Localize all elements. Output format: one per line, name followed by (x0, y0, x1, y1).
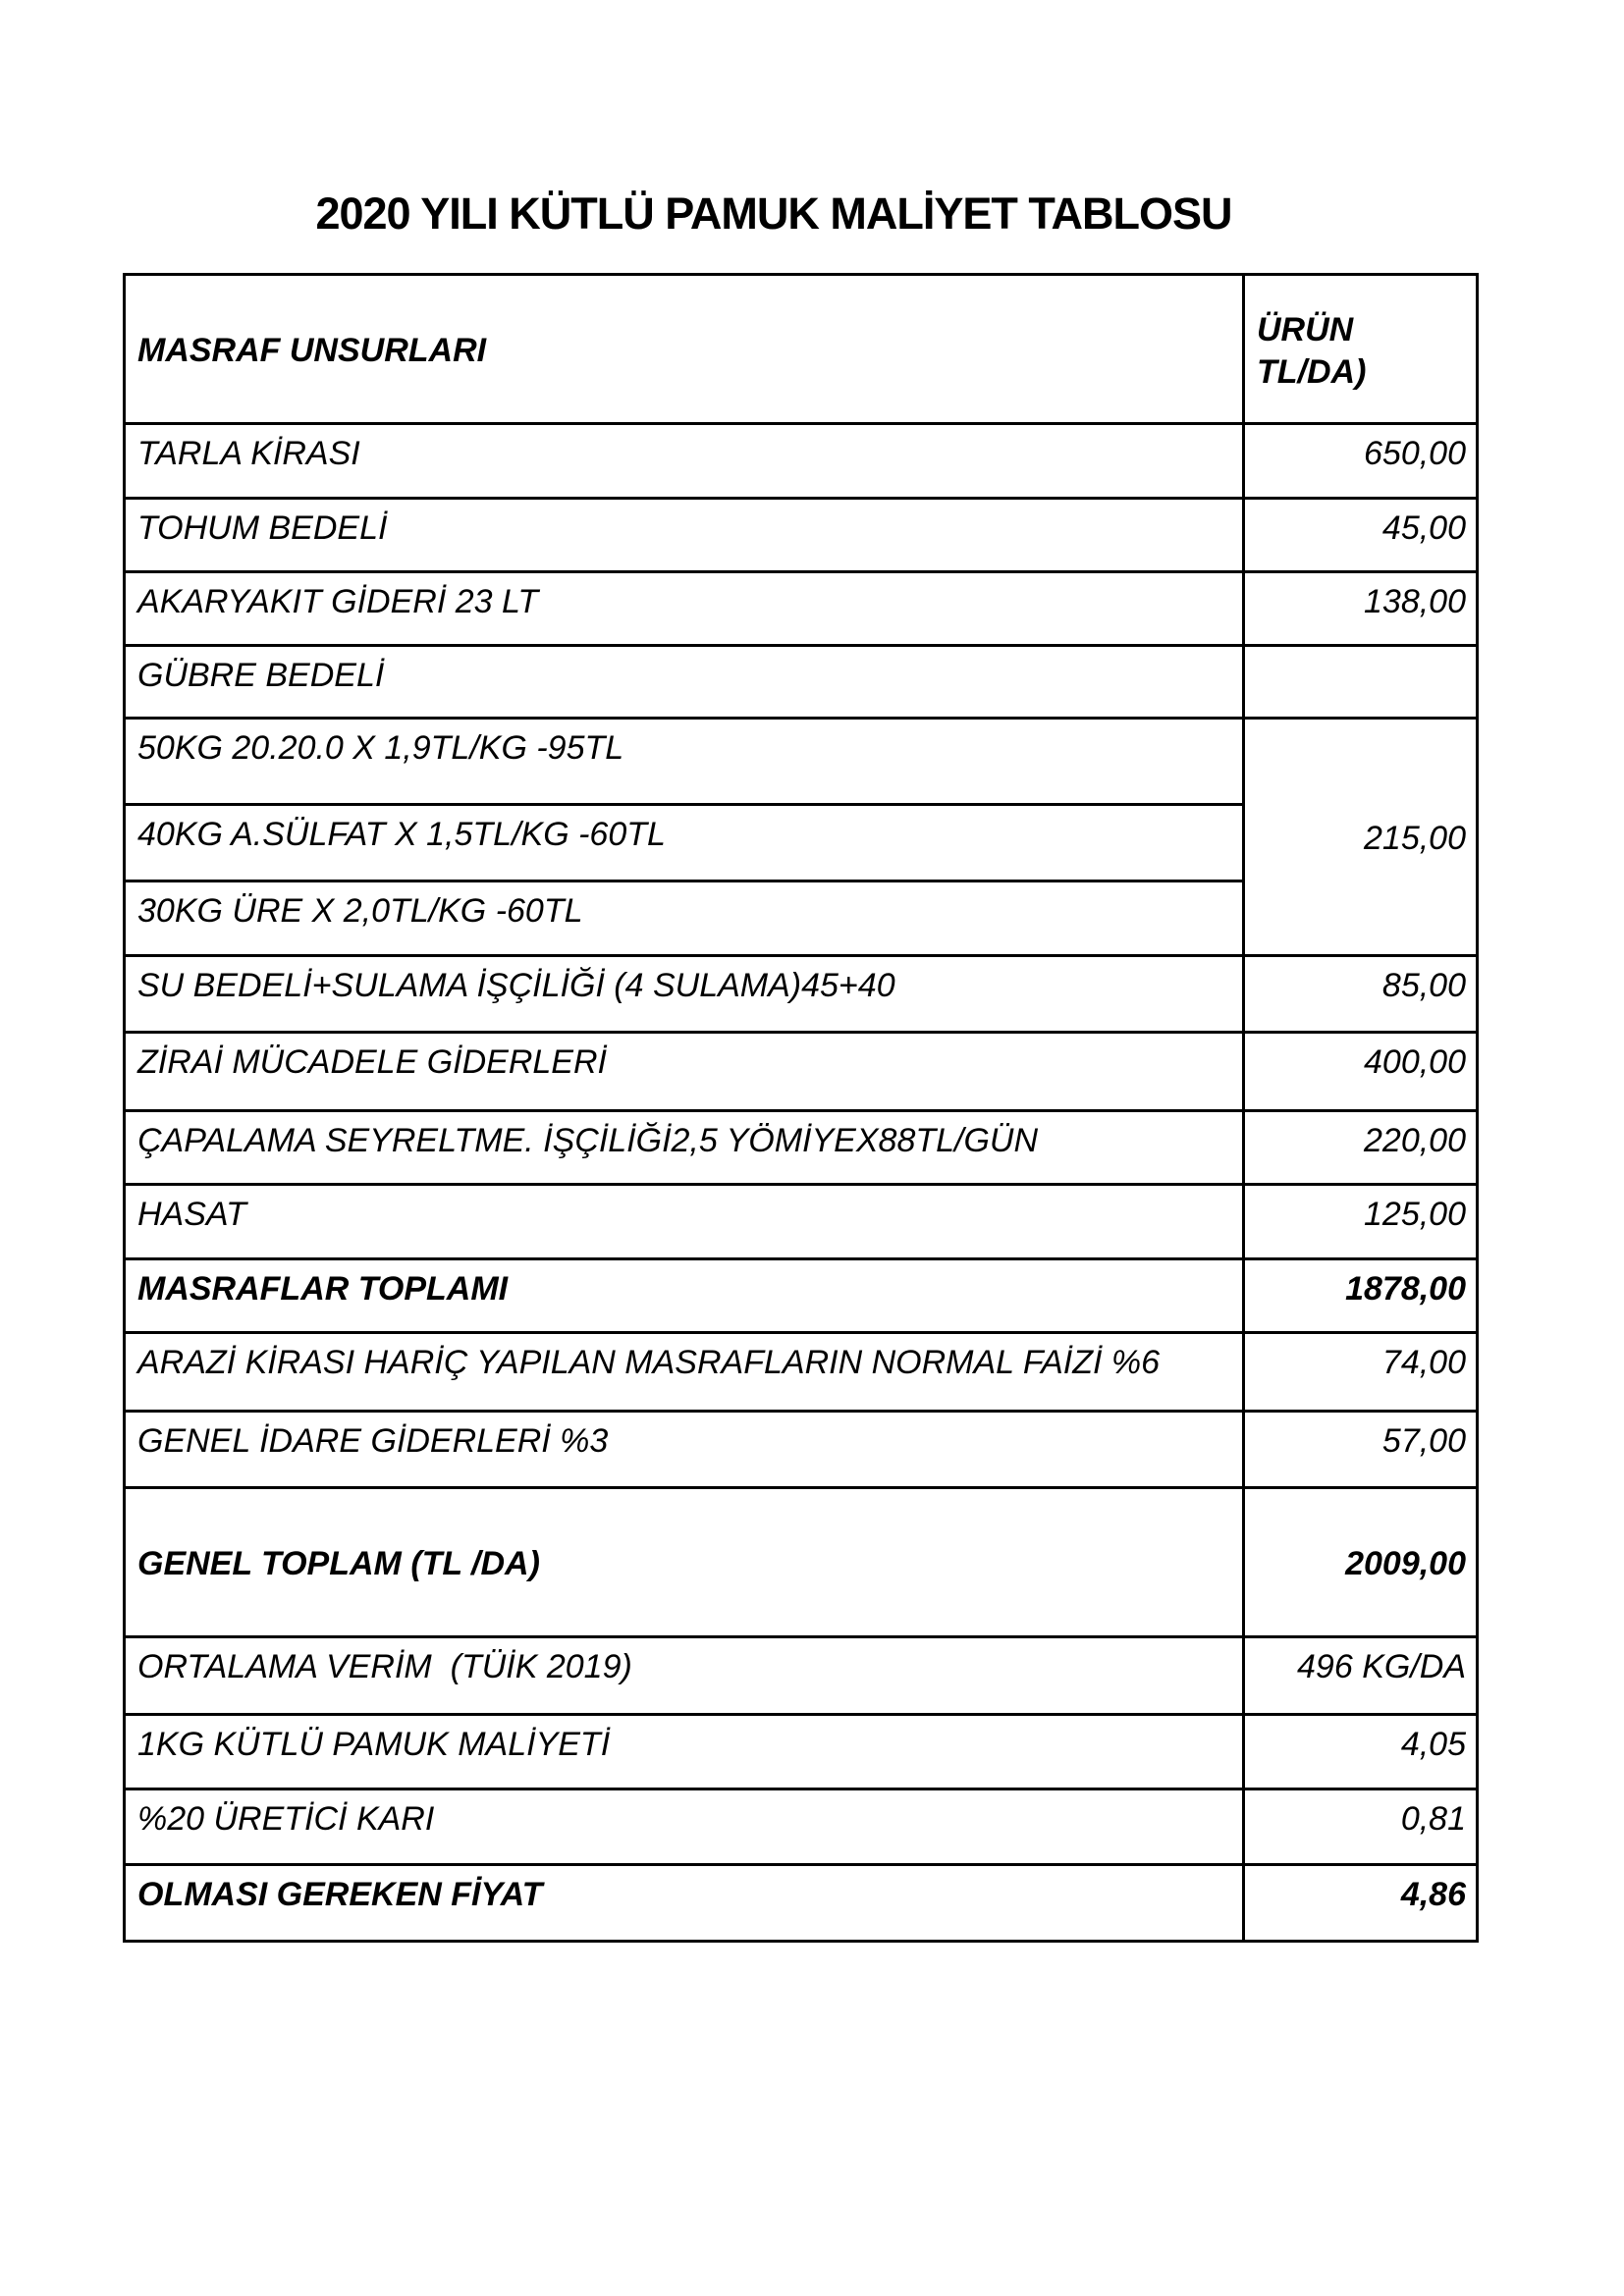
amount-value: 496 KG/DA (1244, 1637, 1478, 1715)
table-row (125, 1033, 1478, 1111)
amount-value: 650,00 (1244, 424, 1478, 499)
table-row-grand-total (125, 1488, 1478, 1637)
expense-label: TOHUM BEDELİ (125, 499, 1244, 572)
expense-label: HASAT (125, 1185, 1244, 1259)
table-row (125, 1789, 1478, 1865)
amount-value: 4,05 (1244, 1715, 1478, 1789)
expense-label: %20 ÜRETİCİ KARI (125, 1789, 1244, 1865)
amount-value: 45,00 (1244, 499, 1478, 572)
expense-label: ARAZİ KİRASI HARİÇ YAPILAN MASRAFLARIN NORMAL FAİZİ %6 (125, 1333, 1244, 1412)
expense-label: 50KG 20.20.0 X 1,9TL/KG -95TL (125, 719, 1244, 805)
amount-value: 2009,00 (1244, 1488, 1478, 1637)
amount-value-empty (1244, 646, 1478, 719)
expense-label: 40KG A.SÜLFAT X 1,5TL/KG -60TL (125, 805, 1244, 881)
expense-label: SU BEDELİ+SULAMA İŞÇİLİĞİ (4 SULAMA)45+40 (125, 956, 1244, 1033)
expense-label: TARLA KİRASI (125, 424, 1244, 499)
table-row-total-expenses (125, 1259, 1478, 1333)
cost-table (123, 273, 1479, 1943)
amount-value: 57,00 (1244, 1412, 1478, 1488)
amount-value-merged: 215,00 (1244, 719, 1478, 956)
page-title: 2020 YILI KÜTLÜ PAMUK MALİYET TABLOSU (315, 188, 1232, 239)
table-row (125, 956, 1478, 1033)
table-row (125, 1637, 1478, 1715)
expense-label: GENEL İDARE GİDERLERİ %3 (125, 1412, 1244, 1488)
expense-label: MASRAFLAR TOPLAMI (125, 1259, 1244, 1333)
expense-label: GÜBRE BEDELİ (125, 646, 1244, 719)
amount-value: 138,00 (1244, 572, 1478, 646)
expense-label: AKARYAKIT GİDERİ 23 LT (125, 572, 1244, 646)
table-row-required-price (125, 1865, 1478, 1942)
amount-value: 0,81 (1244, 1789, 1478, 1865)
table-row (125, 1185, 1478, 1259)
amount-value: 74,00 (1244, 1333, 1478, 1412)
expense-label: ZİRAİ MÜCADELE GİDERLERİ (125, 1033, 1244, 1111)
amount-value: 85,00 (1244, 956, 1478, 1033)
table-row (125, 499, 1478, 572)
amount-value: 4,86 (1244, 1865, 1478, 1942)
expense-label: OLMASI GEREKEN FİYAT (125, 1865, 1244, 1942)
table-row (125, 1715, 1478, 1789)
expense-label: ORTALAMA VERİM (TÜİK 2019) (125, 1637, 1244, 1715)
amount-value: 125,00 (1244, 1185, 1478, 1259)
expense-label: 1KG KÜTLÜ PAMUK MALİYETİ (125, 1715, 1244, 1789)
column-header-amount: ÜRÜN TL/DA) (1244, 275, 1478, 424)
table-row (125, 1412, 1478, 1488)
expense-label: GENEL TOPLAM (TL /DA) (125, 1488, 1244, 1637)
expense-label: ÇAPALAMA SEYRELTME. İŞÇİLİĞİ2,5 YÖMİYEX88TL/GÜN (125, 1111, 1244, 1185)
table-row (125, 572, 1478, 646)
table-row (125, 424, 1478, 499)
table-row (125, 719, 1478, 805)
amount-value: 400,00 (1244, 1033, 1478, 1111)
amount-value: 1878,00 (1244, 1259, 1478, 1333)
table-header-row (125, 275, 1478, 424)
table-row (125, 1111, 1478, 1185)
column-header-expense: MASRAF UNSURLARI (125, 275, 1244, 424)
amount-value: 220,00 (1244, 1111, 1478, 1185)
table-row (125, 646, 1478, 719)
expense-label: 30KG ÜRE X 2,0TL/KG -60TL (125, 881, 1244, 956)
table-row (125, 1333, 1478, 1412)
